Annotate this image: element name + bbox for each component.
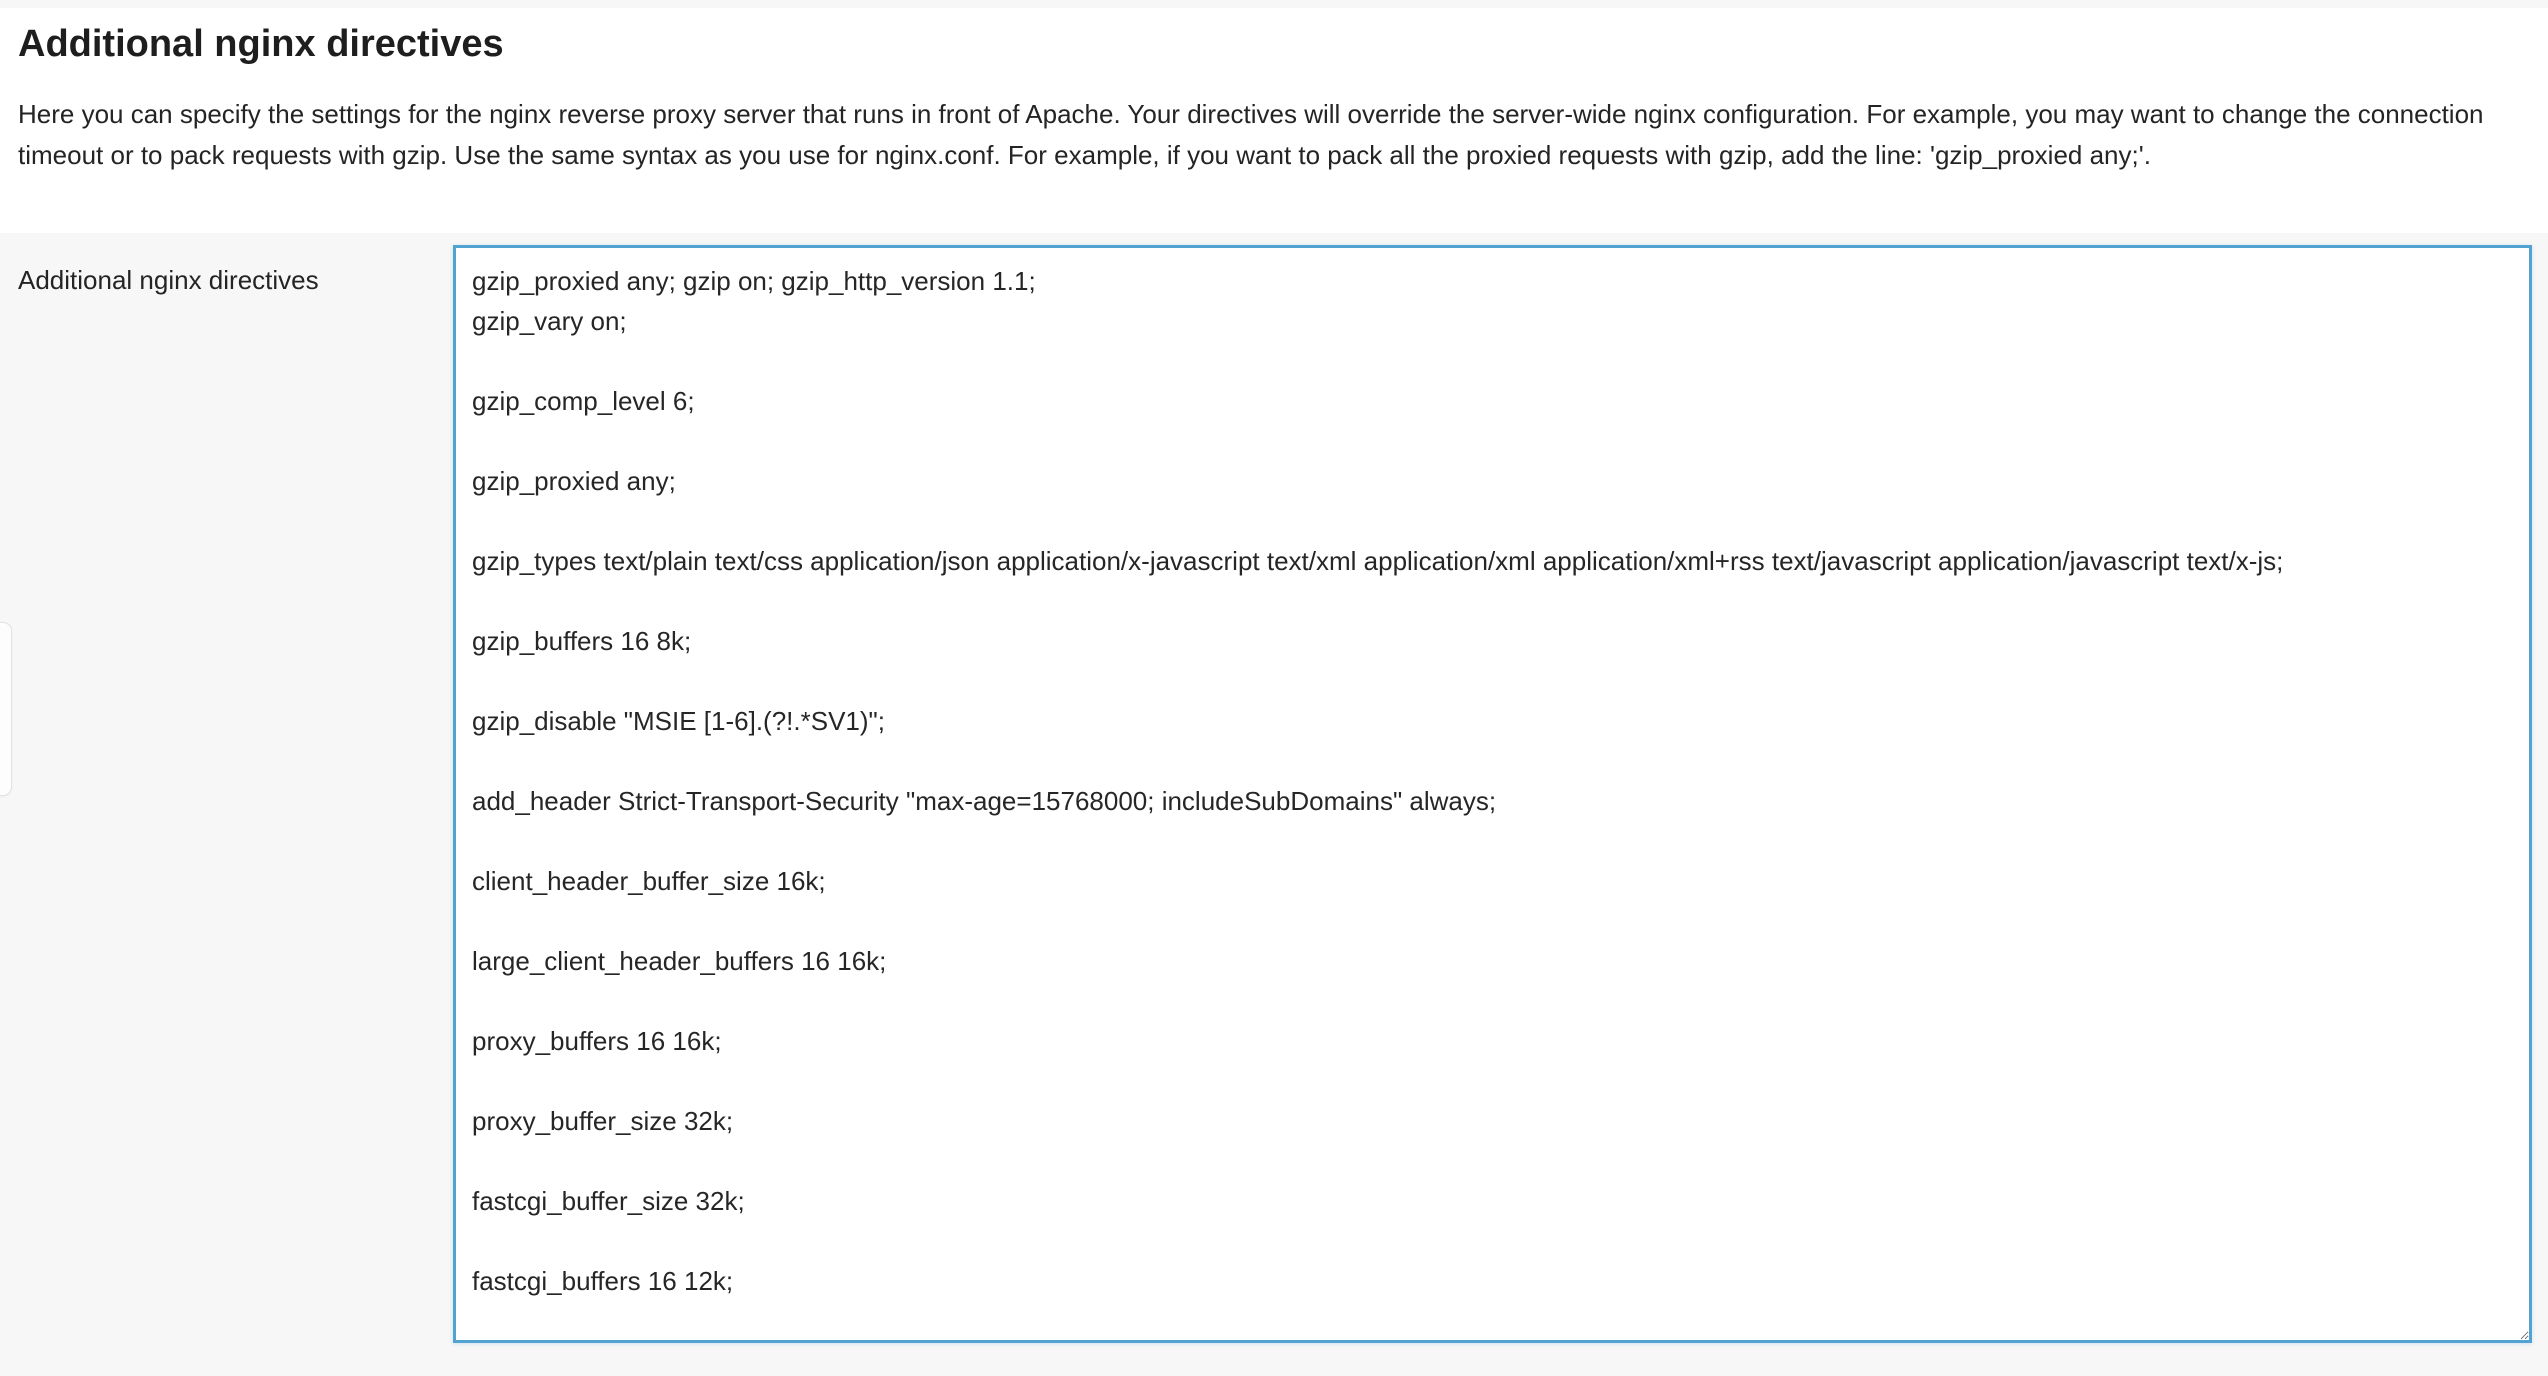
side-panel-handle[interactable]: [0, 622, 12, 796]
form-section: [0, 233, 2548, 1376]
additional-nginx-directives-textarea[interactable]: [453, 245, 2532, 1343]
page-title: Additional nginx directives: [18, 23, 504, 65]
header-section: [0, 8, 2548, 233]
additional-nginx-directives-label: Additional nginx directives: [18, 265, 319, 295]
page-description: Here you can specify the settings for the nginx reverse proxy server that runs in front of Apache. Your directives will override the server-wide nginx configuration. For example, you may want to change the connection timeout or to pack requests with gzip. Use the same syntax as you use for nginx.conf. For example, if you want to pack all the proxied requests with gzip, add the line: 'gzip_proxied any;'.: [18, 99, 2484, 170]
